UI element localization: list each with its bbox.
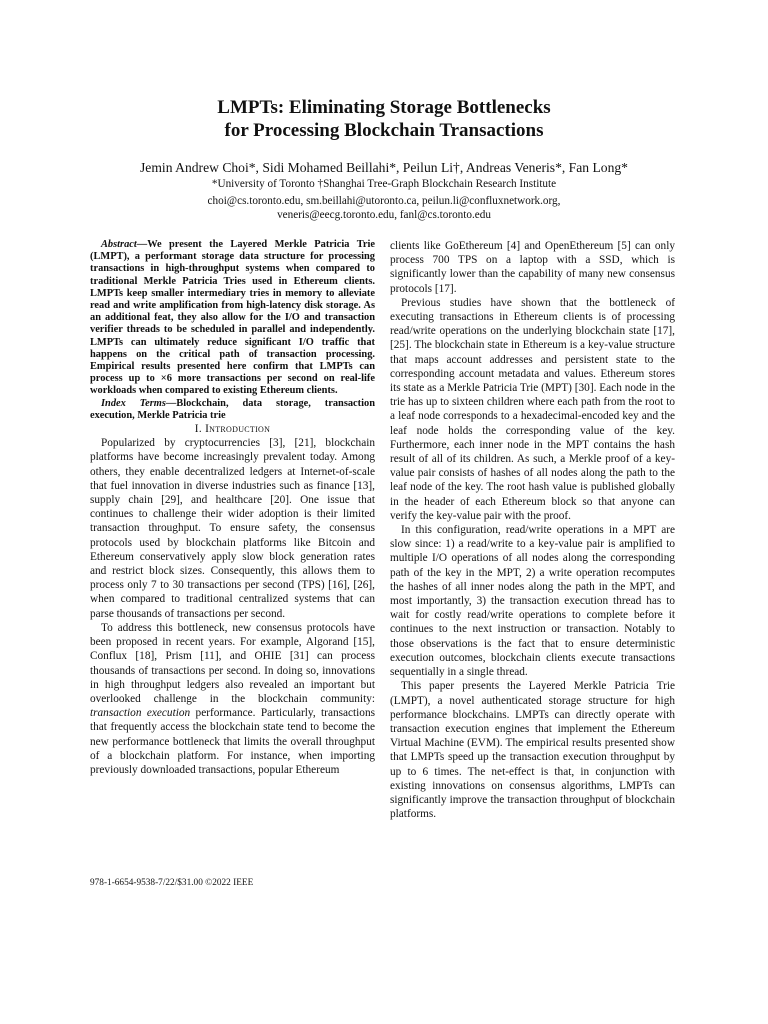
- author-emails: [0, 194, 768, 222]
- intro-paragraph-1: Popularized by cryptocurrencies [3], [21], blockchain platforms have become increasingly prevalent today. Among others, they enable decentralized ledgers at Internet-of-scale that fuel innovation in diverse industries such as finance [13], supply chain [29], and healthcare [20]. One issue that continues to challenge their wider adoption is their limited transaction throughput. To ensure safety, the consensus protocols used by blockchain platforms like Bitcoin and Ethereum conservatively apply slow block generation rates and restrict block sizes. Consequently, this allows them to process only 7 to 30 transactions per second (TPS) [16], [26], when compared to traditional centralized systems that can parse thousands of transactions per second.: [90, 437, 375, 620]
- title-line-2: for Processing Blockchain Transactions: [224, 120, 544, 141]
- author-list: Jemin Andrew Choi*, Sidi Mohamed Beillahi*, Peilun Li†, Andreas Veneris*, Fan Long*: [140, 160, 628, 175]
- left-column: [90, 239, 375, 777]
- copyright-footer: 978-1-6654-9538-7/22/$31.00 ©2022 IEEE: [90, 878, 254, 888]
- intro-paragraph-3: Previous studies have shown that the bottleneck of executing transactions in Ethereum clients is of processing read/write operations on the underlying blockchain state [17], [25]. The blockchain state in Ethereum is a key-value structure that maps account addresses and persistent state to the corresponding account metadata and values. Ethereum stores its state as a Merkle Patricia Trie (MPT) [30]. Each node in the trie has up to sixteen children where each path from the root to a leaf node corresponds to a hexadecimal-encoded key and the leaf node holds the corresponding value of the key. Furthermore, each inner node in the MPT contains the hash result of all of its children. As such, a Merkle proof of a key-value pair consists of hashes of all nodes along the path to the leaf node of the key. The root hash value is published globally in the header of each Ethereum block so that anyone can verify the key-value pair with the proof.: [390, 296, 675, 522]
- index-terms: [90, 398, 375, 422]
- abstract-label: Abstract: [101, 239, 137, 250]
- section-numeral: I.: [194, 423, 206, 436]
- affiliations: *University of Toronto †Shanghai Tree-Graph Blockchain Research Institute: [211, 178, 557, 190]
- intro-paragraph-2: [90, 621, 375, 777]
- title-line-1: LMPTs: Eliminating Storage Bottlenecks: [217, 97, 551, 118]
- section-heading-introduction: [90, 422, 375, 436]
- emails-line-2: veneris@eecg.toronto.edu, fanl@cs.toronto.edu: [277, 209, 491, 221]
- section-title: Introduction: [205, 423, 271, 436]
- intro-paragraph-4: In this configuration, read/write operations in a MPT are slow since: 1) a read/write to a key-value pair is amplified to multiple I/O operations of all nodes along the corresponding path of the key in the MPT, 2) a write operation recomputes the hashes of all inner nodes along the path in the MPT, and most importantly, 3) the transaction execution thread has to wait for costly read/write operations to complete before it continues to the next instruction or transaction. Notably to those observations is the fact that to ensure deterministic execution outcomes, blockchain clients execute transactions sequentially in a single thread.: [390, 524, 675, 679]
- intro-paragraph-5: This paper presents the Layered Merkle Patricia Trie (LMPT), a novel authenticated storage structure for high performance blockchains. LMPTs can directly operate with transaction execution engines that implement the Ethereum Virtual Machine (EVM). The empirical results presented show that LMPTs speed up the transaction execution throughput by up to 6 times. The net-effect is that, in conjunction with existing innovations on consensus algorithms, LMPTs can significantly improve the transaction throughput of blockchain platforms.: [390, 680, 675, 821]
- p2-italic-term: transaction execution: [90, 707, 191, 720]
- right-column: [390, 239, 675, 821]
- paper-title: [0, 96, 768, 142]
- abstract: [90, 239, 375, 398]
- continued-paragraph: clients like GoEthereum [4] and OpenEthereum [5] can only process 700 TPS on a laptop with a SSD, which is significantly lower than the capability of many new consensus protocols [17].: [390, 240, 675, 295]
- p2-text-a: To address this bottleneck, new consensus protocols have been proposed in recent years. For example, Algorand [15], Conflux [18], Prism [11], and OHIE [31] can process thousands of transactions per second. In doing so, innovations in high throughput ledgers also revealed an important but overlooked challenge in the blockchain community:: [90, 621, 375, 705]
- p2-text-b: performance. Particularly, transactions that frequently access the blockchain state tend to become the new performance bottleneck that limits the overall throughput of a blockchain platform. For instance, when importing previously downloaded transactions, popular Ethereum: [90, 707, 375, 776]
- emails-line-1: choi@cs.toronto.edu, sm.beillahi@utoronto.ca, peilun.li@confluxnetwork.org,: [207, 195, 561, 207]
- index-terms-label: Index Terms: [101, 397, 166, 409]
- abstract-text: —We present the Layered Merkle Patricia Trie (LMPT), a performant storage data structure for processing transactions in high-throughput systems when compared to traditional Merkle Patricia Tries used in Ethereum clients. LMPTs keep smaller intermediary tries in memory to alleviate read and write amplification from high-latency disk storage. As an additional feat, they also allow for the I/O and transaction verifier threads to be scheduled in parallel and independently. LMPTs can ultimately reduce significant I/O traffic that happens on the critical path of transaction processing. Empirical results presented here confirm that LMPTs can process up to ×6 more transactions per second on real-life workloads when compared to existing Ethereum clients.: [90, 239, 375, 397]
- index-terms-text: —Blockchain, data storage, transaction execution, Merkle Patricia trie: [90, 397, 375, 421]
